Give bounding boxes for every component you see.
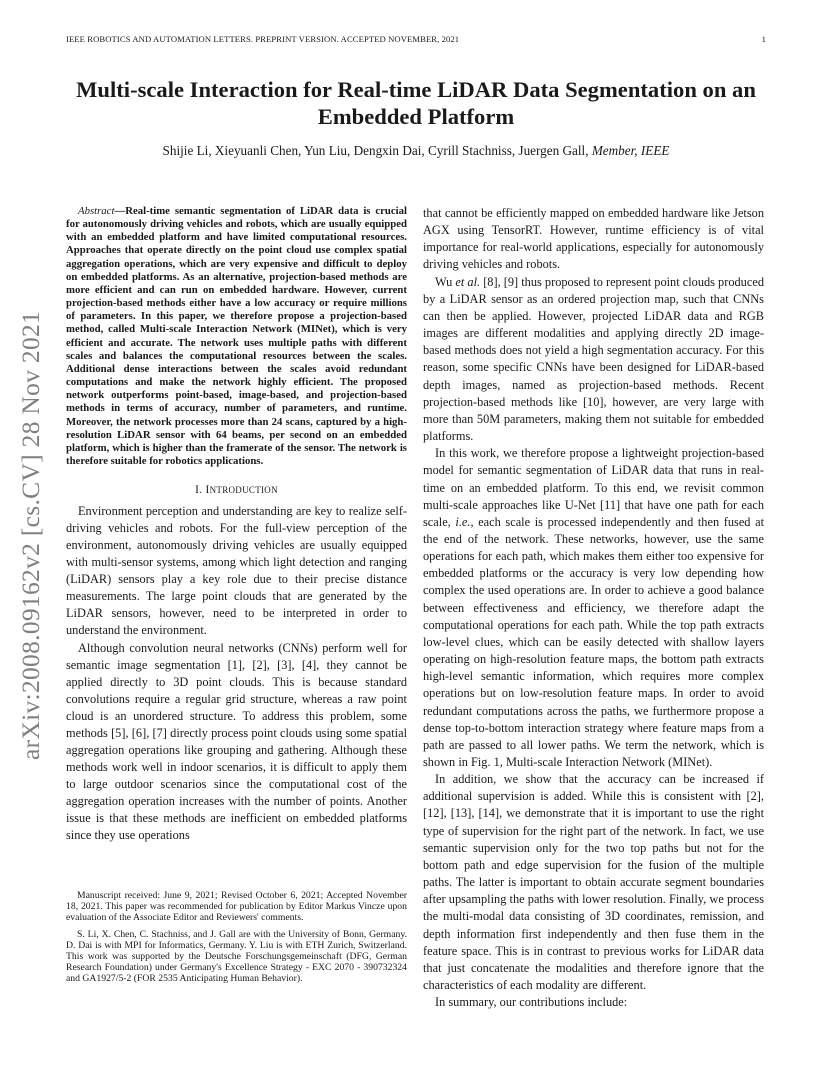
page-number: 1 [761, 34, 766, 44]
arxiv-stamp: arXiv:2008.09162v2 [cs.CV] 28 Nov 2021 [16, 310, 45, 760]
author-membership: Member, IEEE [591, 143, 670, 158]
left-column [66, 205, 407, 844]
running-header [66, 34, 766, 44]
paragraph: Although convolution neural networks (CNNs) perform well for semantic image segmentation [1], [2], [3], [4], they cannot be applied directly to 3D point clouds. This is because standard convolutions require a regular grid structure, whereas a raw point cloud is an unordered structure. To address this problem, some methods [5], [6], [7] directly process point clouds using some spatial aggregation operations like grouping and gathering. Although these methods work well in indoor scenarios, it is difficult to apply them to large outdoor scenarios since the computational cost of the aggregation operation increases with the number of points. Another issue is that these methods are inefficient on embedded platforms since they use operations [66, 640, 407, 843]
paragraph: Environment perception and understanding are key to realize self-driving vehicles and robots. For the full-view perception of the environment, autonomously driving vehicles are usually equipped with multi-sensor systems, among which light detection and ranging (LiDAR) sensors play a key role due to their precise distance measurements. The large point clouds that are generated by the LiDAR sensors, however, need to be interpreted in order to understand the environment. [66, 504, 407, 638]
paragraph: In addition, we show that the accuracy can be increased if additional supervision is added. While this is consistent with [2], [12], [13], [14], we demonstrate that it is important to use the right type of supervision for the right part of the network. In fact, we use semantic supervision only for the two top paths but not for the bottom path and edge supervision for the fusion of the multiple paths. The latter is important to obtain accurate segment boundaries after upsampling the paths with lower resolution. Finally, we process the multi-modal data consisting of 3D coordinates, remission, and depth information first independently and then fuse them in the feature space. This is in contrast to previous works for LiDAR data that just concatenate the modalities and therefore ignore that the characteristics of each modality are different. [423, 772, 764, 993]
author-list [66, 143, 766, 159]
abstract-text: —Real-time semantic segmentation of LiDAR data is crucial for autonomously driving vehicles and robots, which are usually equipped with an embedded platform and have limited computational resources. Approaches that operate directly on the point cloud use complex spatial aggregation operations, which are very expensive and difficult to deploy on embedded platforms. As an alternative, projection-based methods are more efficient and can run on embedded hardware. However, current projection-based methods either have a low accuracy or require millions of parameters. In this paper, we therefore propose a projection-based method, called Multi-scale Interaction Network (MINet), which is very efficient and accurate. The network uses multiple paths with different scales and balances the computational resources between the scales. Additional dense interactions between the scales avoid redundant computations and make the network highly efficient. The proposed network outperforms point-based, image-based, and projection-based methods in terms of accuracy, number of parameters, and runtime. Moreover, the network processes more than 24 scans, captured by a high-resolution LiDAR sensor with 64 beams, per second on an embedded platform, which is higher than the framerate of the sensor. The network is therefore suitable for robotics applications. [66, 205, 407, 467]
abstract-label: Abstract [78, 205, 115, 217]
journal-header: IEEE ROBOTICS AND AUTOMATION LETTERS. PREPRINT VERSION. ACCEPTED NOVEMBER, 2021 [66, 34, 460, 44]
footnote-manuscript: Manuscript received: June 9, 2021; Revised October 6, 2021; Accepted November 18, 2021. This paper was recommended for publication by Editor Markus Vincze upon evaluation of the Associate Editor and Reviewers' comments. [66, 890, 407, 924]
abstract [66, 205, 407, 468]
footnote-affiliations: S. Li, X. Chen, C. Stachniss, and J. Gall are with the University of Bonn, Germany. D. Dai is with MPI for Informatics, Germany. Y. Liu is with ETH Zurich, Switzerland. This work was supported by the Deutsche Forschungsgemeinschaft (DFG, German Research Foundation) under Germany's Excellence Strategy - EXC 2070 - 390732324 and GA1927/5-2 (FOR 2535 Anticipating Human Behavior). [66, 928, 407, 985]
paragraph: In summary, our contributions include: [435, 995, 628, 1010]
author-names: Shijie Li, Xieyuanli Chen, Yun Liu, Dengxin Dai, Cyrill Stachniss, Juergen Gall, [162, 143, 589, 158]
footnote-rule [66, 884, 126, 885]
right-column [423, 205, 764, 1011]
paragraph: that cannot be efficiently mapped on embedded hardware like Jetson AGX using TensorRT. However, runtime efficiency is of vital importance for real-world applications, especially for autonomously driving vehicles and robots. [423, 206, 764, 272]
paragraph: In this work, we therefore propose a lightweight projection-based model for semantic segmentation of LiDAR data that runs in real-time on an embedded platform. To this end, we revisit common multi-scale approaches like U-Net [11] that have one path for each scale, i.e., each scale is processed independently and then fused at the end of the network. These networks, however, use the same operations for each path, which makes them either too expensive for embedded platforms or the accuracy is very low depending how complex the used operations are. In order to achieve a good balance between effectiveness and efficiency, we therefore adapt the computational operations for each path. While the top path extracts low-level clues, which can be easily detected with shallow layers operating on high-resolution feature maps, the bottom path extracts high-level semantic information, which requires more complex operations but on low-resolution feature maps. In order to avoid redundant computations across the paths, we furthermore propose a dense top-to-bottom interaction strategy where feature maps from a path are passed to all lower paths. We term the network, which is shown in Fig. 1, Multi-scale Interaction Network (MINet). [423, 446, 765, 769]
section-heading-introduction: I. INTRODUCTION [195, 484, 278, 497]
footnotes [66, 890, 407, 985]
paragraph: Wu et al. [8], [9] thus proposed to represent point clouds produced by a LiDAR sensor as an ordered projection map, such that CNNs can then be applied. However, projected LiDAR data and RGB images are different modalities and applying directly 2D image-based methods does not yield a high segmentation accuracy. For this reason, some specific CNNs have been designed for LiDAR-based depth images, named as projection-based methods. Recent projection-based methods like [10], however, are very large with more than 50M parameters, making them not suitable for embedded platforms. [423, 274, 764, 444]
paper-title: Multi-scale Interaction for Real-time LiDAR Data Segmentation on an Embedded Platform [76, 77, 756, 129]
